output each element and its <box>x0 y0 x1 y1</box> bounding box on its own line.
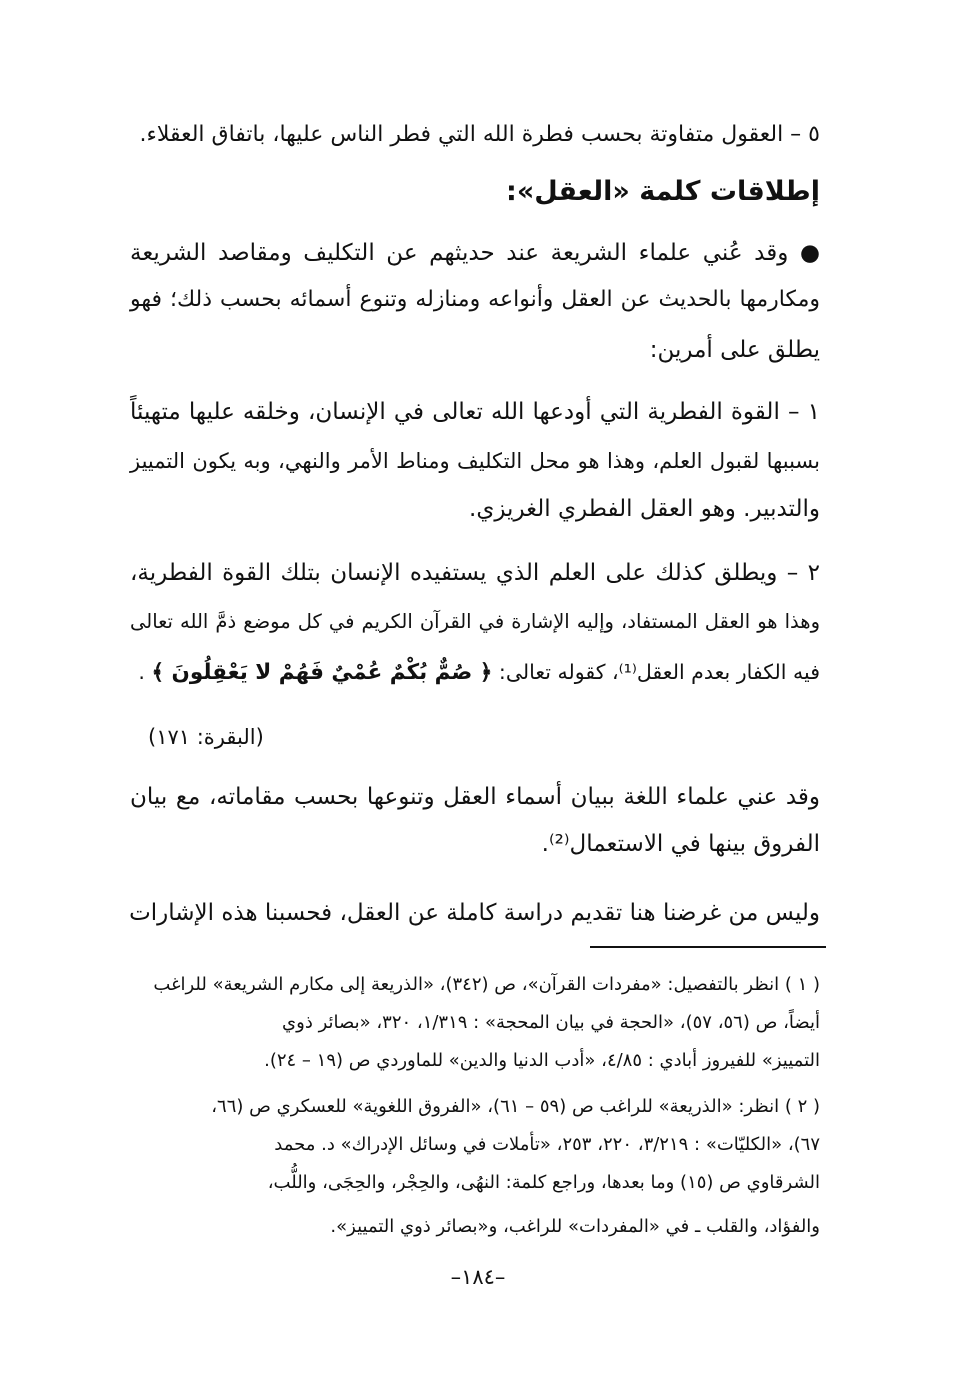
paragraph-line: ومكارمها بالحديث عن العقل وأنواعه ومنازله وتنوع أسمائه بحسب ذلك؛ فهو <box>130 287 820 312</box>
footnote-line: ٦٧)، «الكليّات» : ٣/٢١٩، ٢٢٠، ٢٥٣، «تأملات في وسائل الإدراك» د. محمد <box>274 1134 820 1155</box>
quran-verse: ﴿ صُمٌّ بُكْمٌ عُمْيٌ فَهُمْ لا يَعْقِلُونَ ﴾ <box>151 660 493 685</box>
paragraph-text: فيه الكفار بعدم العقل⁽¹⁾، كقوله تعالى: <box>498 660 820 684</box>
paragraph-line: وقد عني علماء اللغة ببيان أسماء العقل وتنوعها بحسب مقاماته، مع بيان <box>130 784 820 810</box>
verse-reference: (البقرة: ١٧١) <box>148 725 264 749</box>
paragraph-line: ● وقد عُني علماء الشريعة عند حديثهم عن التكليف ومقاصد الشريعة <box>130 240 820 266</box>
sentence-end: . <box>138 660 145 684</box>
paragraph-line: الفروق بينها في الاستعمال⁽²⁾. <box>541 831 820 857</box>
footnote-divider <box>590 946 826 948</box>
footnote-line: الشرقاوي ص (١٥) وما بعدها، وراجع كلمة: النهُى، والحِجْر، والحِجَى، واللُّب، <box>267 1172 820 1193</box>
footnote-line: التمييز» للفيروز أبادي : ٤/٨٥، «أدب الدنيا والدين» للماوردي ص (١٩ – ٢٤). <box>264 1050 820 1071</box>
section-heading: إطلاقات كلمة «العقل»: <box>506 176 820 207</box>
footnote-line: والفؤاد، والقلب ـ في «المفردات» للراغب، و«بصائر ذوي التمييز». <box>330 1216 820 1237</box>
paragraph-line: ٢ – ويطلق كذلك على العلم الذي يستفيده الإنسان بتلك القوة الفطرية، <box>130 560 820 586</box>
paragraph-line: ١ – القوة الفطرية التي أودعها الله تعالى في الإنسان، وخلقه عليها متهيئاً <box>130 399 820 425</box>
paragraph-line: والتدبير. وهو العقل الفطري الغريزي. <box>469 496 820 522</box>
footnote-line: ( ١ ) انظر بالتفصيل: «مفردات القرآن»، ص (٣٤٢)، «الذريعة إلى مكارم الشريعة» للراغب <box>153 974 820 995</box>
paragraph-line: وليس من غرضنا هنا تقديم دراسة كاملة عن العقل، فحسبنا هذه الإشارات <box>129 900 820 926</box>
footnote-line: أيضاً، ص (٥٦، ٥٧)، «الحجة في بيان المحجة» : ١/٣١٩، ٣٢٠، «بصائر ذوي <box>282 1012 820 1033</box>
footnote-line: ( ٢ ) انظر: «الذريعة» للراغب ص (٥٩ – ٦١)، «الفروق اللغوية» للعسكري ص (٦٦، <box>211 1096 820 1117</box>
paragraph-line: بسببها لقبول العلم، وهذا هو محل التكليف ومناط الأمر والنهي، وبه يكون التمييز <box>130 449 820 473</box>
list-item-5: ٥ – العقول متفاوتة بحسب فطرة الله التي فطر الناس عليها، باتفاق العقلاء. <box>139 122 820 147</box>
paragraph-line: يطلق على أمرين: <box>649 337 820 363</box>
page-number: –١٨٤– <box>450 1265 506 1289</box>
paragraph-line: وهذا هو العقل المستفاد، وإليه الإشارة في القرآن الكريم في كل موضع ذمَّ الله تعالى <box>130 610 820 633</box>
paragraph-line <box>130 655 820 689</box>
